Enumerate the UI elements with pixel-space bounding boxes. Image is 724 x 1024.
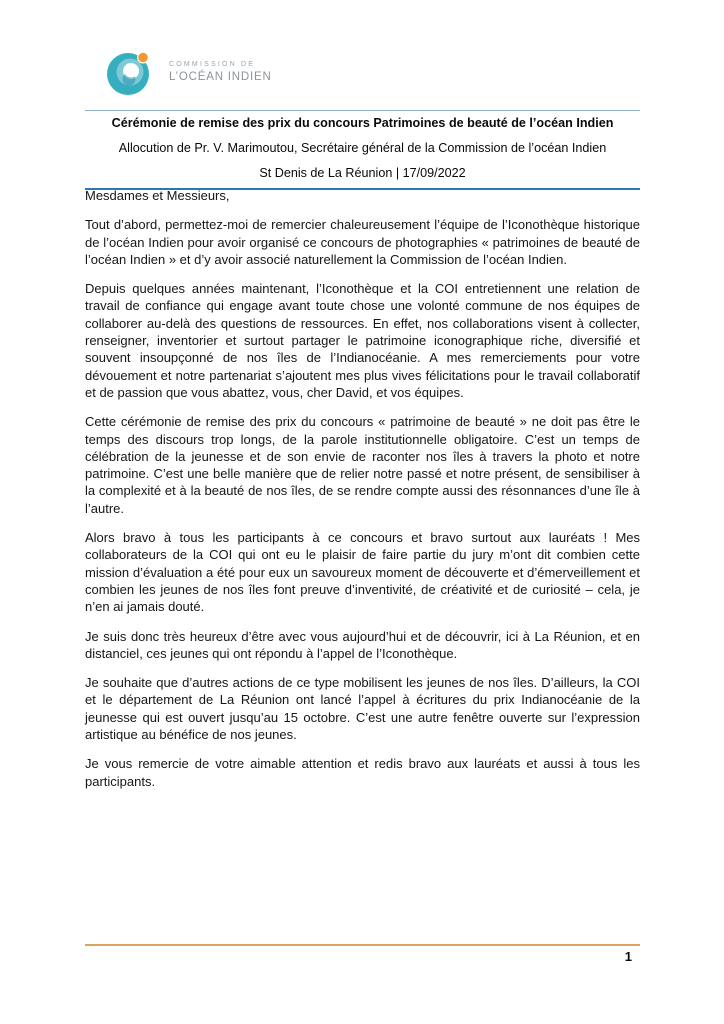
speech-body <box>85 187 640 802</box>
coi-logo-icon <box>104 46 156 98</box>
header-subtitle: Allocution de Pr. V. Marimoutou, Secrétaire général de la Commission de l’océan Indien <box>118 141 607 155</box>
logo-wordmark <box>169 61 272 83</box>
logo-org-line1: COMMISSION DE <box>169 61 256 68</box>
header-dateline: St Denis de La Réunion | 17/09/2022 <box>259 166 466 180</box>
paragraph: Depuis quelques années maintenant, l’Iconothèque et la COI entretiennent une relation de travail de confiance qui engage avant toute chose une volonté commune de nos équipes de collaborer au-delà des questions de ressources. En effet, nos collaborations visent à collecter, renseigner, inventorier et surtout partager le patrimoine iconographique riche, diversifié et souvent insoupçonné de nos îles de l’Indianocéanie. A mes remerciements pour votre dévouement et notre partenariat s’ajoutent mes plus vives félicitations pour le travail collaboratif et de passion que vous abattez, vous, cher David, et vos équipes. <box>85 281 640 400</box>
page-footer <box>85 944 640 964</box>
paragraph: Je souhaite que d’autres actions de ce type mobilisent les jeunes de nos îles. D’ailleurs, la COI et le département de La Réunion ont lancé l’appel à écritures du prix Indianocéanie de la jeunesse qui est ouvert jusqu’au 15 octobre. C’est une autre fenêtre ouverte sur l’expression artistique au bénéfice de nos jeunes. <box>85 675 640 743</box>
speech-header <box>85 110 640 190</box>
coi-logo <box>104 46 272 98</box>
salutation: Mesdames et Messieurs, <box>85 188 230 203</box>
paragraph: Je vous remercie de votre aimable attention et redis bravo aux lauréats et aussi à tous les participants. <box>85 756 640 789</box>
paragraph: Je suis donc très heureux d’être avec vous aujourd’hui et de découvrir, ici à La Réunion, et en distanciel, ces jeunes qui ont répondu à l’appel de l’Iconothèque. <box>85 628 640 661</box>
paragraph: Tout d’abord, permettez-moi de remercier chaleureusement l’équipe de l’Iconothèque historique de l’océan Indien pour avoir organisé ce concours de photographies « patrimoines de beauté de l’océan Indien » et d’y avoir associé naturellement la Commission de l’océan Indien. <box>85 217 640 267</box>
paragraph: Cette cérémonie de remise des prix du concours « patrimoine de beauté » ne doit pas être le temps des discours trop longs, de la parole institutionnelle obligatoire. C’est un temps de célébration de la jeunesse et de son envie de raconter nos îles à travers la photo et notre patrimoine. C’est une belle manière que de relier notre passé et notre présent, de sensibiliser à la complexité et à la beauté de nos îles, de se rendre compte aussi des résonnances d’une île à l’autre. <box>85 414 640 516</box>
header-title: Cérémonie de remise des prix du concours Patrimoines de beauté de l’océan Indien <box>111 116 614 130</box>
logo-org-line2: L’OCÉAN INDIEN <box>169 71 272 83</box>
page-number: 1 <box>624 949 632 964</box>
paragraph: Alors bravo à tous les participants à ce concours et bravo surtout aux lauréats ! Mes collaborateurs de la COI qui ont eu le plaisir de faire partie du jury m’ont dit combien cette mission d’évaluation a été pour eux un savoureux moment de découverte et d’émerveillement et combien les jeunes de nos îles font preuve d’inventivité, de créativité et de curiosité – cela, je n’en ai jamais douté. <box>85 530 640 615</box>
